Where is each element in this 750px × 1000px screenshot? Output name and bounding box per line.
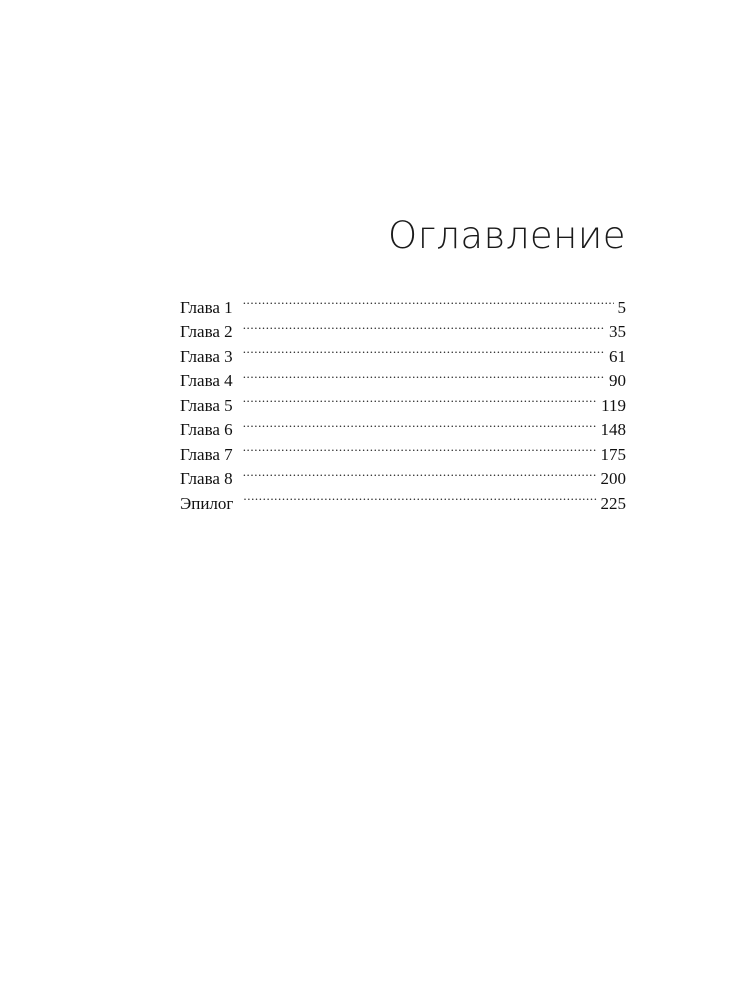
toc-entry-label: Глава 2: [180, 322, 233, 341]
dot-leader: [243, 313, 605, 338]
toc-entry-page: 61: [609, 346, 626, 366]
toc-entry-label: Глава 7: [180, 444, 233, 464]
dot-leader: [243, 460, 597, 485]
dot-leader: [243, 435, 597, 460]
toc-entry[interactable]: [180, 460, 626, 488]
toc-entry[interactable]: [180, 288, 626, 317]
toc-entry-page: 225: [600, 493, 626, 513]
dot-leader: [243, 386, 597, 411]
dot-leader: [243, 337, 605, 362]
toc-entry-page: 5: [617, 297, 626, 317]
dot-leader: [243, 411, 597, 436]
toc-entry[interactable]: [180, 484, 626, 513]
toc-entry-label: Эпилог: [180, 493, 234, 513]
toc-entry[interactable]: [180, 362, 626, 390]
toc-entry-label: Глава 1: [180, 297, 233, 317]
toc-entry-label: Глава 3: [180, 346, 233, 366]
page-title: Оглавление: [387, 214, 626, 257]
toc-entry-label: Глава 4: [180, 371, 233, 390]
toc-entry-page: 35: [609, 322, 626, 341]
toc-entry[interactable]: [180, 313, 626, 341]
toc-entry-label: Глава 6: [180, 420, 233, 439]
toc-entry-label: Глава 5: [180, 395, 233, 415]
toc-entry[interactable]: [180, 386, 626, 415]
toc-entry-page: 119: [601, 395, 626, 415]
toc-entry[interactable]: [180, 411, 626, 439]
dot-leader: [243, 362, 605, 387]
toc-entry-page: 200: [600, 469, 626, 488]
toc-entry-page: 175: [600, 444, 626, 464]
toc-entry-page: 148: [600, 420, 626, 439]
dot-leader: [243, 288, 614, 313]
dot-leader: [243, 484, 596, 509]
toc-entry[interactable]: [180, 435, 626, 464]
toc-entry[interactable]: [180, 337, 626, 366]
toc-entry-label: Глава 8: [180, 469, 233, 488]
table-of-contents: [180, 288, 626, 513]
toc-entry-page: 90: [609, 371, 626, 390]
